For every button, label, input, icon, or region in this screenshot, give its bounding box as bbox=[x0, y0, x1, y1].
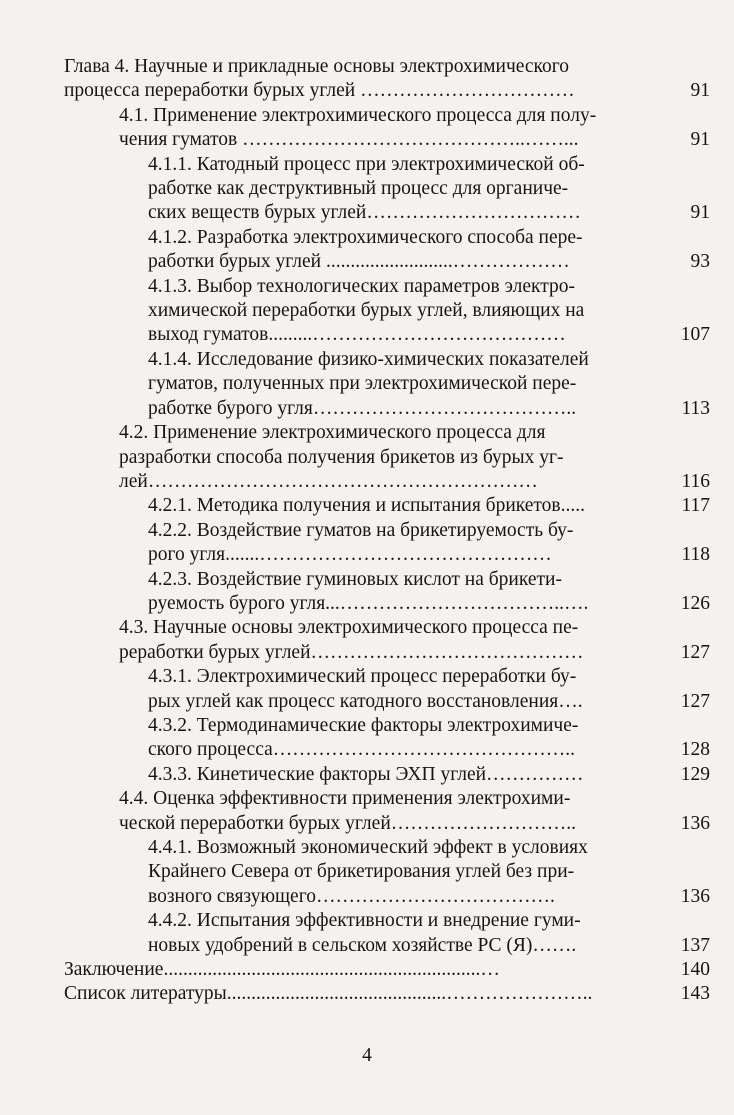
toc-entry-text-line: 4.4.1. Возможный экономический эффект в условиях bbox=[148, 837, 588, 858]
toc-entry bbox=[64, 616, 710, 665]
toc-entry-text-line: выход гуматов.........………………………………… bbox=[148, 324, 566, 346]
toc-entry-text-line: работке как деструктивный процесс для органиче- bbox=[148, 178, 569, 200]
toc-entry bbox=[64, 153, 710, 226]
toc-page-number: 136 bbox=[680, 885, 710, 907]
toc-entry-text-line: 4.1. Применение электрохимического процесса для полу- bbox=[119, 104, 597, 126]
toc-page-number: 128 bbox=[680, 739, 710, 761]
toc-page-number: 126 bbox=[680, 592, 710, 614]
toc-entry bbox=[64, 909, 710, 958]
toc-entry-text-line: лей…………………………………………………… bbox=[119, 470, 538, 492]
toc-entry-text-line: Список литературы.............................................………………….. bbox=[64, 983, 593, 1005]
toc-page-number: 118 bbox=[681, 544, 710, 566]
toc-entry-text-line: Глава 4. Научные и прикладные основы электрохимического bbox=[64, 56, 570, 77]
toc-entry-text-line: гуматов, полученных при электрохимической пере- bbox=[148, 373, 577, 395]
toc-entry-text-line: возного связующего………………………………. bbox=[148, 885, 555, 907]
toc-page-number: 140 bbox=[680, 959, 710, 981]
toc-entry bbox=[64, 519, 710, 568]
toc-page-number: 127 bbox=[680, 641, 710, 663]
toc-page-number: 137 bbox=[680, 934, 710, 956]
toc-entry-text-line: 4.4. Оценка эффективности применения электрохими- bbox=[119, 788, 571, 810]
toc-entry-text-line: руемость бурого угля...……………………………..…. bbox=[148, 592, 589, 614]
table-of-contents bbox=[64, 55, 710, 1007]
toc-entry bbox=[64, 421, 710, 494]
toc-entry bbox=[64, 275, 710, 348]
toc-entry-text-line: 4.2.2. Воздействие гуматов на брикетируемость бу- bbox=[148, 519, 574, 541]
toc-entry-text-line: работки бурых углей ..........................……………… bbox=[148, 251, 570, 273]
toc-entry-text-line: работке бурого угля………………………………….. bbox=[148, 397, 577, 419]
toc-entry-text-line: рых углей как процесс катодного восстановления…. bbox=[148, 690, 583, 712]
toc-entry bbox=[64, 494, 710, 518]
toc-entry-text-line: 4.2.3. Воздействие гуминовых кислот на брикети- bbox=[148, 568, 562, 590]
toc-page-number: 93 bbox=[690, 251, 710, 273]
toc-page-number: 143 bbox=[680, 983, 710, 1005]
toc-entry-text-line: разработки способа получения брикетов из бурых уг- bbox=[119, 446, 564, 468]
toc-entry bbox=[64, 763, 710, 787]
toc-entry-text-line: 4.3.3. Кинетические факторы ЭХП углей…………… bbox=[148, 763, 584, 785]
toc-page-number: 136 bbox=[680, 812, 710, 834]
toc-entry bbox=[64, 958, 710, 982]
toc-page-number: 107 bbox=[680, 324, 710, 346]
toc-entry-text-line: 4.3. Научные основы электрохимического процесса пе- bbox=[119, 617, 579, 639]
toc-entry bbox=[64, 568, 710, 617]
toc-entry bbox=[64, 348, 710, 421]
toc-entry bbox=[64, 836, 710, 909]
page-number: 4 bbox=[362, 1045, 372, 1066]
toc-entry-text-line: 4.2.1. Методика получения и испытания брикетов..... bbox=[148, 495, 586, 517]
toc-entry bbox=[64, 665, 710, 714]
toc-entry-text-line: Заключение.................................................................… bbox=[64, 959, 500, 981]
toc-entry-text-line: рого угля.......……………………………………… bbox=[148, 544, 552, 566]
toc-page-number: 91 bbox=[690, 80, 710, 102]
toc-entry bbox=[64, 982, 710, 1006]
toc-entry-text-line: ского процесса……………………………………….. bbox=[148, 739, 575, 761]
toc-page-number: 113 bbox=[681, 397, 710, 419]
toc-entry-text-line: 4.1.1. Катодный процесс при электрохимической об- bbox=[148, 153, 585, 175]
toc-entry-text-line: новых удобрений в сельском хозяйстве РС (Я)……. bbox=[148, 934, 577, 956]
toc-entry-text-line: 4.2. Применение электрохимического процесса для bbox=[119, 422, 546, 444]
toc-entry-text-line: процесса переработки бурых углей …………………………… bbox=[64, 80, 575, 102]
toc-page-number: 117 bbox=[681, 495, 710, 517]
toc-entry-text-line: химической переработки бурых углей, влияющих на bbox=[148, 300, 585, 322]
toc-entry bbox=[64, 787, 710, 836]
toc-entry-text-line: реработки бурых углей…………………………………… bbox=[119, 641, 584, 663]
toc-page-number: 91 bbox=[690, 202, 710, 224]
toc-entry-text-line: чения гуматов ……………………………………..……... bbox=[119, 129, 579, 151]
toc-entry-text-line: 4.3.1. Электрохимический процесс переработки бу- bbox=[148, 666, 577, 688]
toc-entry-text-line: 4.1.4. Исследование физико-химических показателей bbox=[148, 348, 589, 370]
toc-entry bbox=[64, 104, 710, 153]
toc-entry bbox=[64, 714, 710, 763]
toc-entry-text-line: ских веществ бурых углей…………………………… bbox=[148, 202, 581, 224]
toc-page-number: 127 bbox=[680, 690, 710, 712]
toc-entry-text-line: ческой переработки бурых углей……………………….. bbox=[119, 812, 577, 834]
toc-entry-text-line: 4.1.3. Выбор технологических параметров электро- bbox=[148, 275, 576, 297]
toc-entry bbox=[64, 55, 710, 104]
toc-entry-text-line: Крайнего Севера от брикетирования углей без при- bbox=[148, 861, 575, 883]
toc-page-number: 91 bbox=[690, 129, 710, 151]
toc-page-number: 116 bbox=[681, 470, 710, 492]
toc-entry bbox=[64, 226, 710, 275]
toc-entry-text-line: 4.4.2. Испытания эффективности и внедрение гуми- bbox=[148, 910, 581, 932]
toc-entry-text-line: 4.1.2. Разработка электрохимического способа пере- bbox=[148, 226, 583, 248]
toc-entry-text-line: 4.3.2. Термодинамические факторы электрохимиче- bbox=[148, 714, 579, 736]
toc-page-number: 129 bbox=[680, 763, 710, 785]
